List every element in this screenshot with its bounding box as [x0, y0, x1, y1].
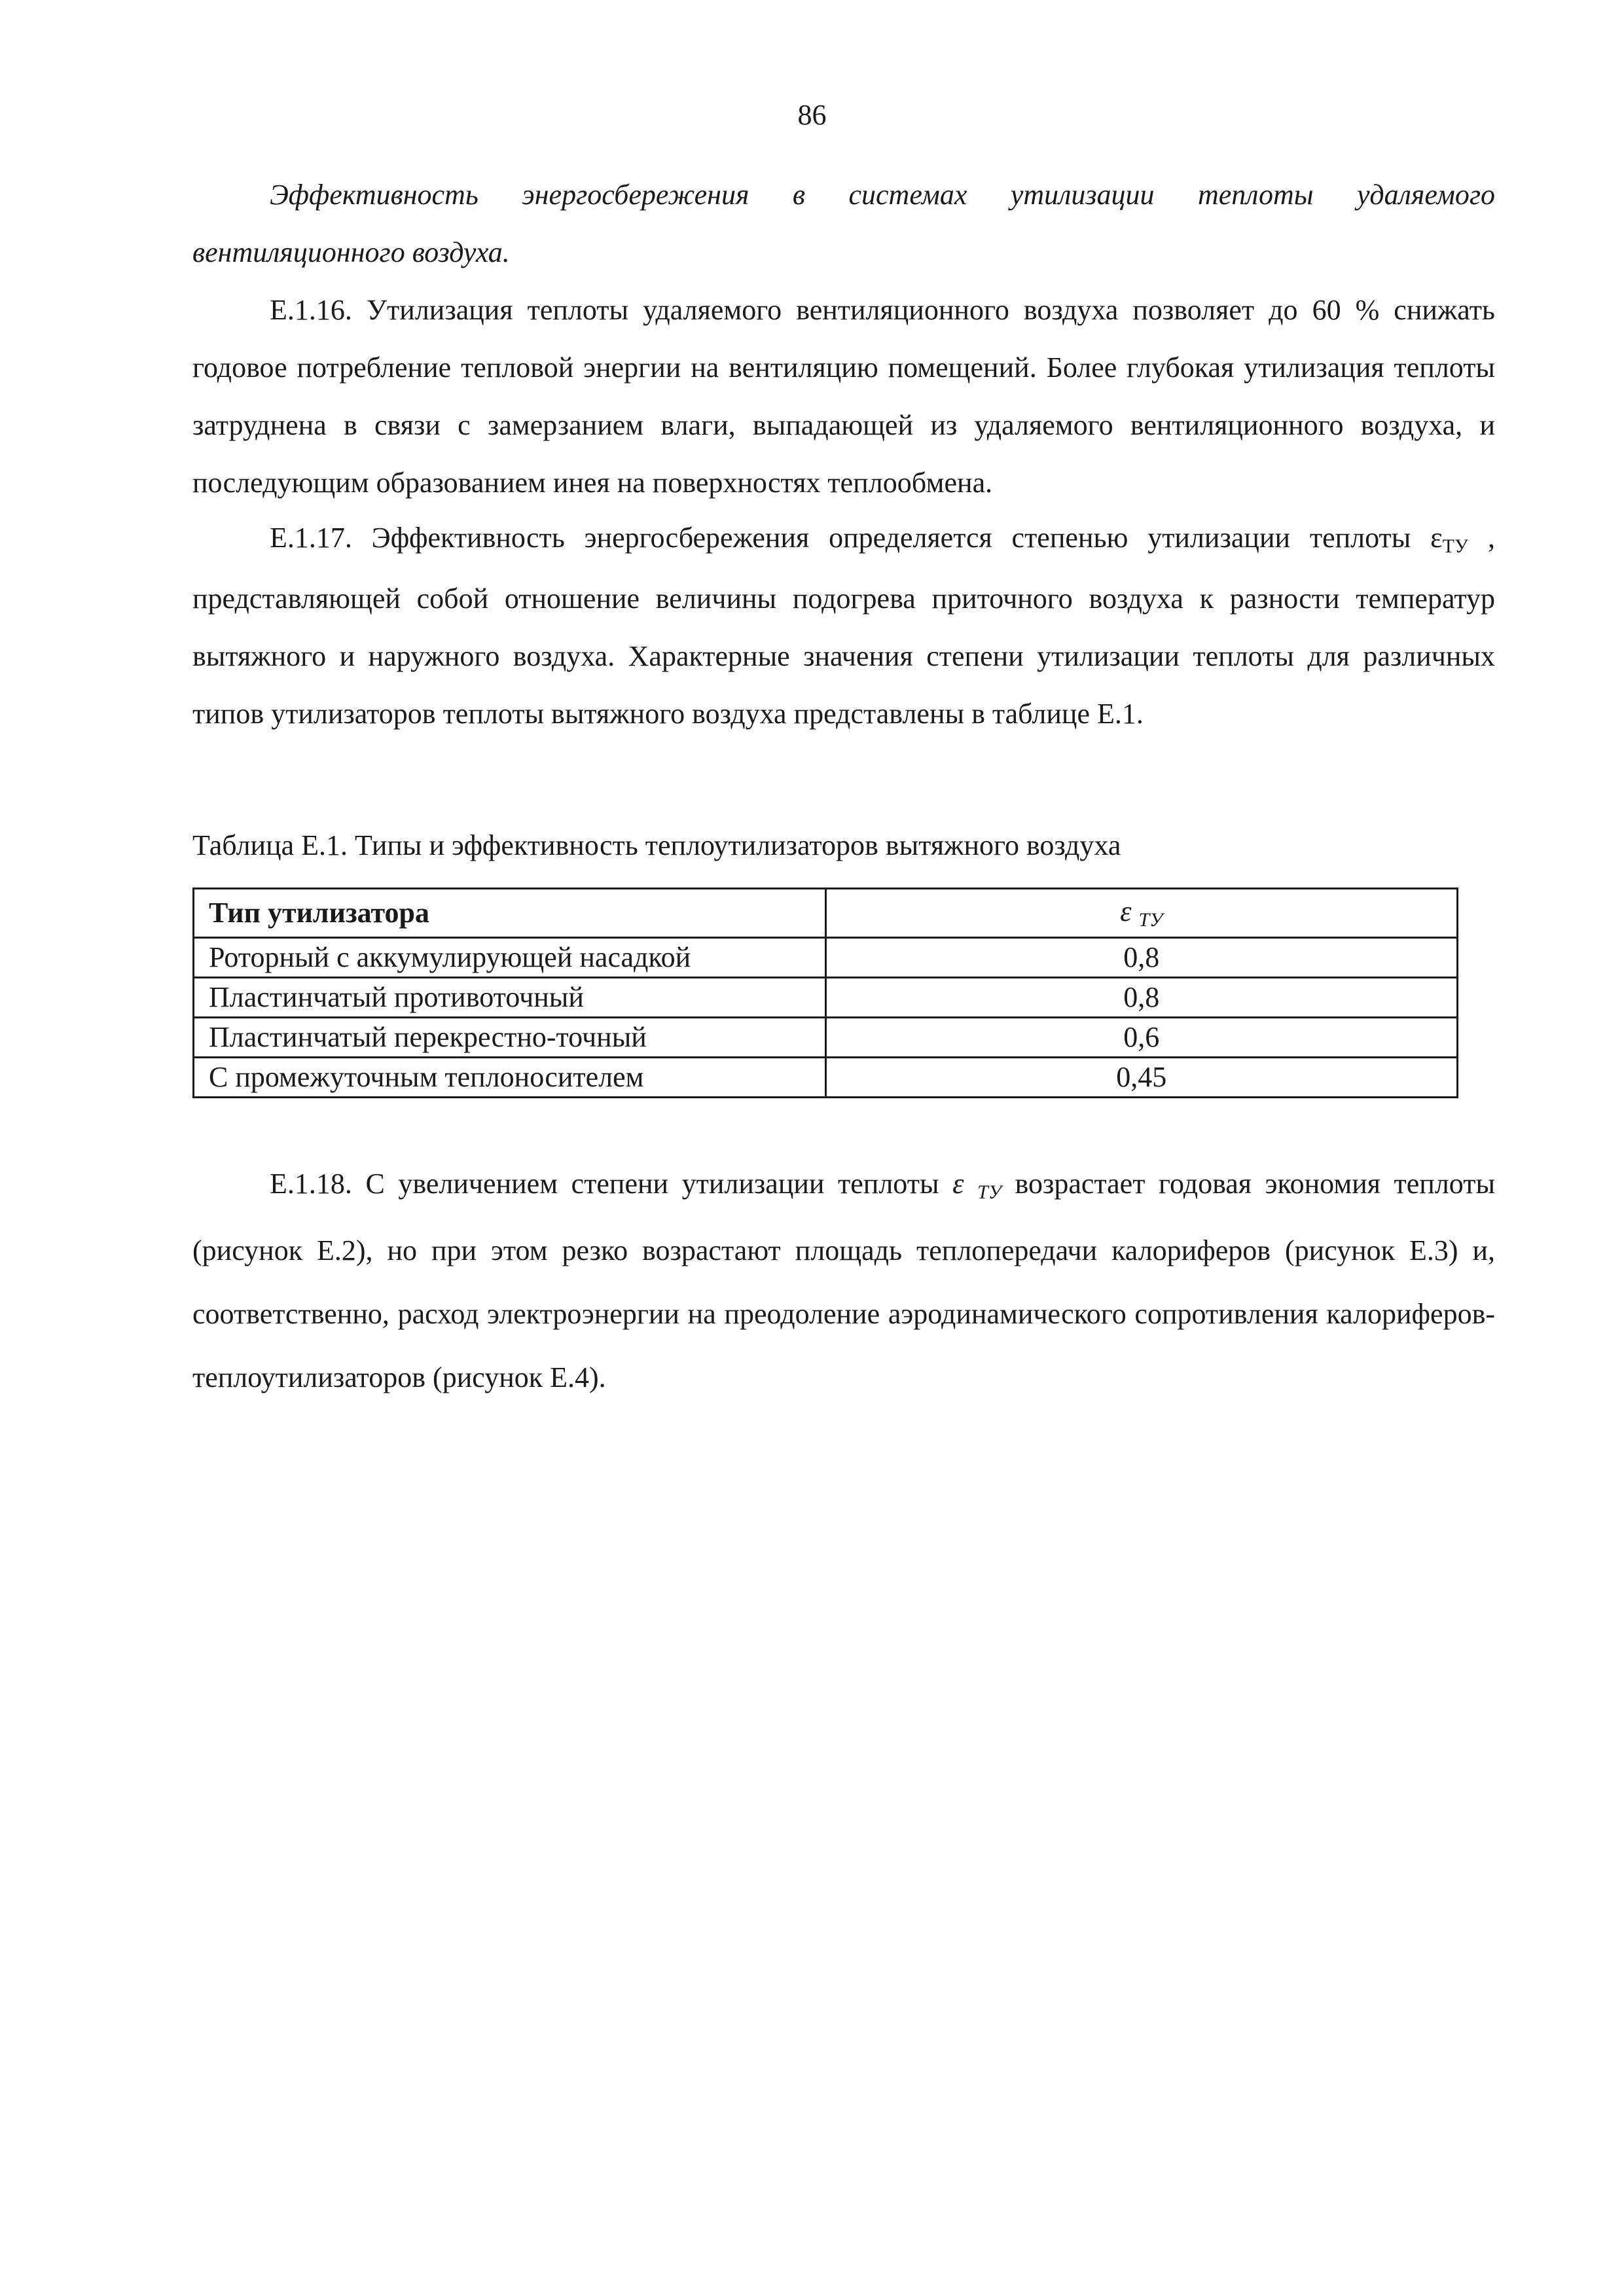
- value-cell: 0,8: [825, 938, 1458, 978]
- type-cell: Роторный с аккумулирующей насадкой: [194, 938, 826, 978]
- paragraph-tail: возрастает годовая экономия теплоты (рисунок Е.2), но при этом резко возрастают площадь теплопередачи калориферов (рисунок Е.3) и, соответственно, расход электроэнергии на преодоление аэродинамического сопротивления калориферов-теплоутилизаторов (рисунок Е.4).: [192, 1168, 1496, 1393]
- header-epsilon-cell: [825, 889, 1458, 938]
- epsilon-symbol: ε: [1430, 522, 1443, 554]
- type-cell: Пластинчатый перекрестно-точный: [194, 1018, 826, 1058]
- table-header-row: [194, 889, 1458, 938]
- paragraph-tail: , представляющей собой отношение величины подогрева приточного воздуха к разности температур вытяжного и наружного воздуха. Характерные значения степени утилизации теплоты для различных типов утилизаторов теплоты вытяжного воздуха представлены в таблице Е.1.: [192, 522, 1495, 730]
- paragraph-e1-16: [192, 281, 1495, 512]
- table-row: [194, 978, 1458, 1018]
- paragraph-lead: Е.1.17. Эффективность энергосбережения определяется степенью утилизации теплоты: [270, 522, 1411, 554]
- page-number: 86: [797, 99, 827, 131]
- epsilon-subscript: ТУ: [1442, 535, 1469, 557]
- paragraph-text: [192, 509, 1495, 743]
- header-type-cell: [194, 889, 826, 938]
- table-caption: Таблица Е.1. Типы и эффективность теплоутилизаторов вытяжного воздуха: [192, 829, 1121, 861]
- heading-text: Эффективность энергосбережения в системах утилизации теплоты удаляемого вентиляционного воздуха.: [192, 179, 1495, 268]
- paragraph-e1-18: [192, 1152, 1495, 1409]
- epsilon-symbol: ε: [952, 1168, 964, 1200]
- paragraph-e1-17: [192, 509, 1495, 743]
- paragraph-lead: Е.1.18. С увеличением степени утилизации теплоты: [270, 1168, 939, 1200]
- epsilon-subscript: ТУ: [977, 1181, 1001, 1203]
- value-cell: 0,45: [825, 1058, 1458, 1098]
- section-heading: [192, 166, 1495, 281]
- header-epsilon-symbol: ε: [1120, 895, 1132, 927]
- table-row: [194, 1018, 1458, 1058]
- table-row: [194, 938, 1458, 978]
- efficiency-table: [192, 888, 1458, 1098]
- header-type-label: Тип утилизатора: [209, 897, 430, 929]
- type-cell: С промежуточным теплоносителем: [194, 1058, 826, 1098]
- value-cell: 0,8: [825, 978, 1458, 1018]
- header-epsilon-subscript: ТУ: [1138, 908, 1163, 931]
- paragraph-text: [192, 1152, 1495, 1409]
- table-row: [194, 1058, 1458, 1098]
- value-cell: 0,6: [825, 1018, 1458, 1058]
- type-cell: Пластинчатый противоточный: [194, 978, 826, 1018]
- paragraph-text: Е.1.16. Утилизация теплоты удаляемого вентиляционного воздуха позволяет до 60 % снижать годовое потребление тепловой энергии на вентиляцию помещений. Более глубокая утилизация теплоты затруднена в связи с замерзанием влаги, выпадающей из удаляемого вентиляционного воздуха, и последующим образованием инея на поверхностях теплообмена.: [192, 294, 1495, 499]
